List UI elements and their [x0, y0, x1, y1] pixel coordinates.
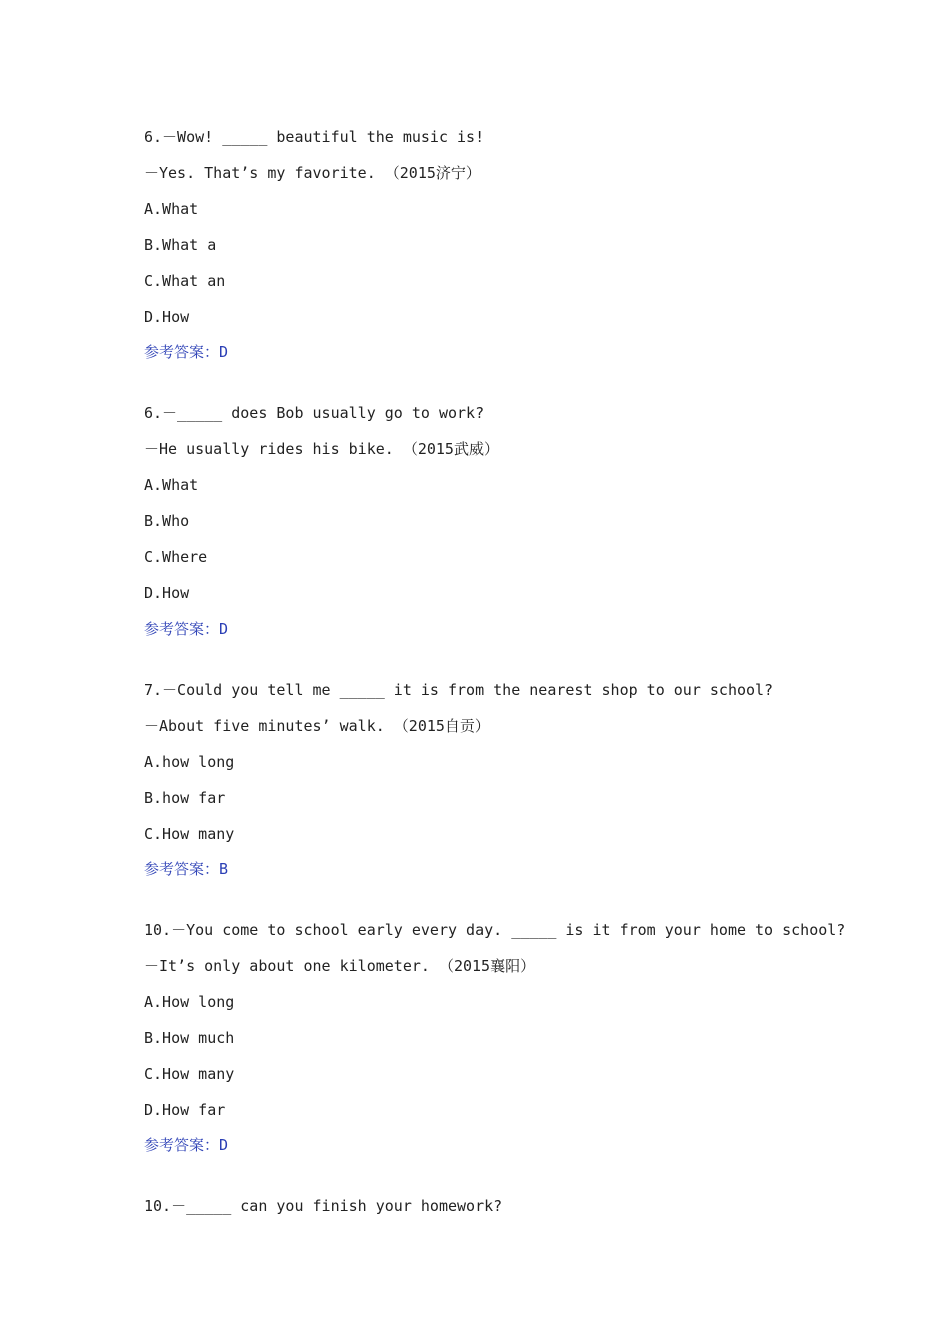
- option-b: B.What a: [144, 236, 217, 254]
- option-c: C.Where: [144, 548, 208, 566]
- question-response: －It’s only about one kilometer. （2015襄阳）: [144, 957, 536, 975]
- question-stem: 10.－You come to school early every day. _____ is it from your home to school?: [144, 921, 846, 939]
- reference-answer: 参考答案：D: [144, 343, 229, 361]
- option-b: B.how far: [144, 789, 226, 807]
- option-c: C.How many: [144, 1065, 235, 1083]
- option-a: A.How long: [144, 993, 235, 1011]
- reference-answer: 参考答案：D: [144, 620, 229, 638]
- reference-answer: 参考答案：B: [144, 860, 229, 878]
- option-c: C.What an: [144, 272, 226, 290]
- option-a: A.What: [144, 476, 199, 494]
- option-d: D.How: [144, 308, 190, 326]
- option-d: D.How far: [144, 1101, 226, 1119]
- option-d: D.How: [144, 584, 190, 602]
- option-c: C.How many: [144, 825, 235, 843]
- question-response: －Yes. That’s my favorite. （2015济宁）: [144, 164, 481, 182]
- option-b: B.How much: [144, 1029, 235, 1047]
- question-stem: 6.－Wow! _____ beautiful the music is!: [144, 128, 485, 146]
- question-stem: 6.－_____ does Bob usually go to work?: [144, 404, 485, 422]
- question-response: －He usually rides his bike. （2015武威）: [144, 440, 499, 458]
- reference-answer: 参考答案：D: [144, 1136, 229, 1154]
- option-b: B.Who: [144, 512, 190, 530]
- option-a: A.how long: [144, 753, 235, 771]
- question-stem: 7.－Could you tell me _____ it is from the nearest shop to our school?: [144, 681, 774, 699]
- option-a: A.What: [144, 200, 199, 218]
- question-stem: 10.－_____ can you finish your homework?: [144, 1197, 503, 1215]
- question-response: －About five minutes’ walk. （2015自贡）: [144, 717, 490, 735]
